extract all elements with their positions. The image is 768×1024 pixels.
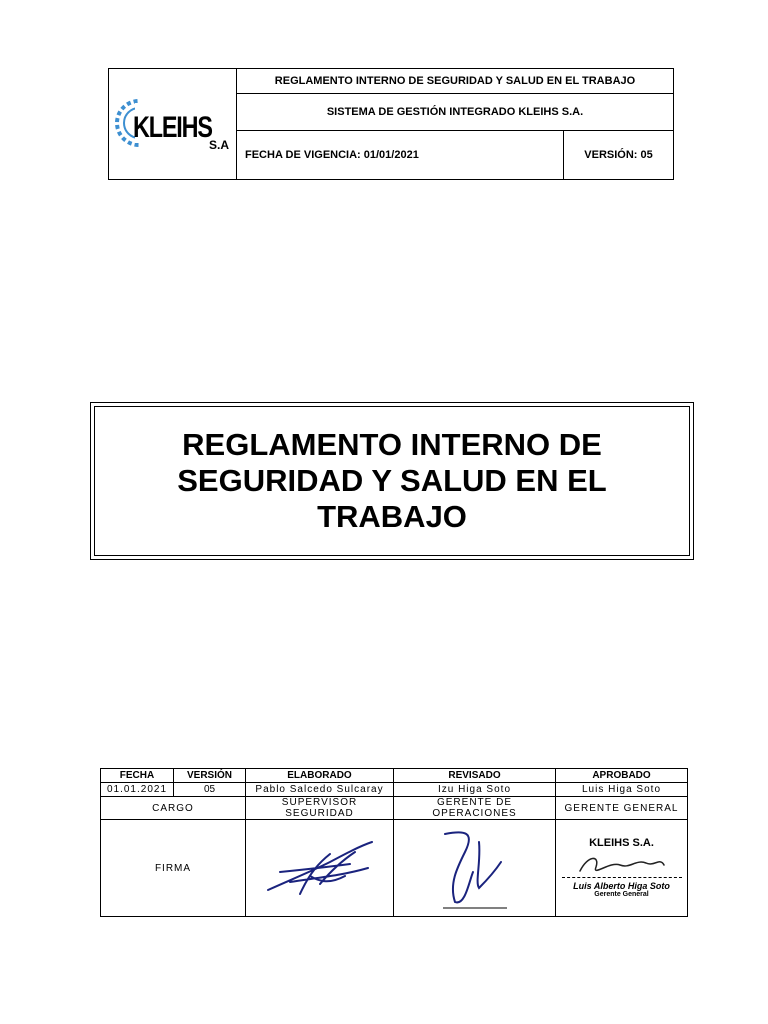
col-header-elaborado: ELABORADO [246,769,394,783]
header-meta-row [237,131,673,179]
stamp-line [562,877,682,878]
table-firma-row [101,820,688,917]
document-header [108,68,674,180]
document-title-inner [94,406,690,556]
company-stamp [558,823,686,913]
col-header-version: VERSIÓN [174,769,246,783]
signature-revisado [394,820,556,917]
stamp-name: Luis Alberto Higa Soto [573,881,670,891]
value-revisado: Izu Higa Soto [394,783,556,797]
cargo-aprobado: GERENTE GENERAL [556,797,688,820]
col-header-revisado: REVISADO [394,769,556,783]
logo-name: KLEIHS [133,111,212,144]
col-header-fecha: FECHA [101,769,174,783]
approval-table [100,768,688,917]
firma-label: FIRMA [101,820,246,917]
stamp-aprobado [556,820,688,917]
signature-elaborado [246,820,394,917]
cargo-elaborado: SUPERVISOR SEGURIDAD [246,797,394,820]
version: VERSIÓN: 05 [584,149,653,161]
value-elaborado: Pablo Salcedo Sulcaray [246,783,394,797]
value-fecha: 01.01.2021 [101,783,174,797]
cargo-label: CARGO [101,797,246,820]
value-aprobado: Luis Higa Soto [556,783,688,797]
col-header-aprobado: APROBADO [556,769,688,783]
stamp-role: Gerente General [594,891,649,898]
signature-image [260,832,380,902]
table-header-row [101,769,688,783]
header-system: SISTEMA DE GESTIÓN INTEGRADO KLEIHS S.A. [237,94,673,131]
stamp-company: KLEIHS S.A. [589,837,654,849]
signature-image [435,822,515,912]
cargo-revisado: GERENTE DE OPERACIONES [394,797,556,820]
document-title: REGLAMENTO INTERNO DE SEGURIDAD Y SALUD EN EL TRABAJO [177,427,607,534]
company-logo [109,69,237,179]
table-cargo-row [101,797,688,820]
table-values-row [101,783,688,797]
logo-suffix: S.A [209,138,230,152]
header-title: REGLAMENTO INTERNO DE SEGURIDAD Y SALUD EN EL TRABAJO [237,69,673,94]
value-version: 05 [174,783,246,797]
effective-date: FECHA DE VIGENCIA: 01/01/2021 [237,131,564,179]
signature-image [576,851,666,879]
document-title-box [90,402,694,560]
